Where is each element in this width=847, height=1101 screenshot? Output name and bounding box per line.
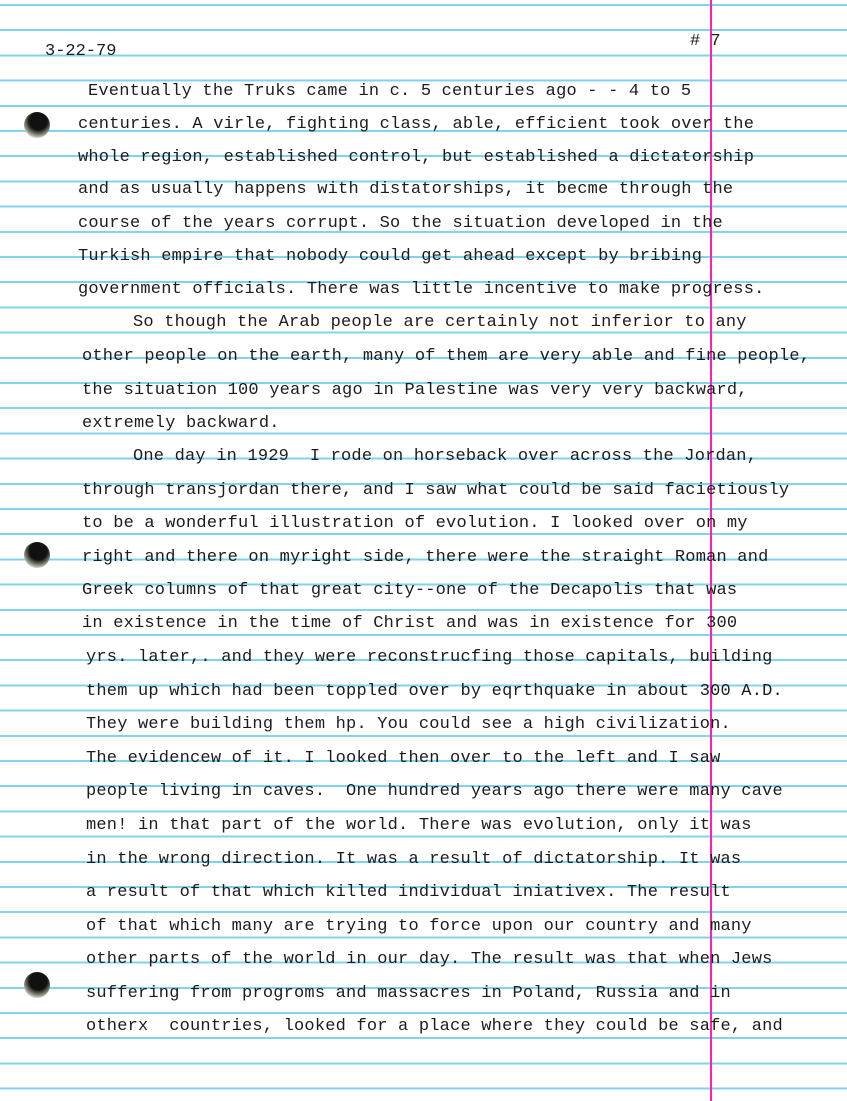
- text-line: a result of that which killed individual iniativex. The result: [86, 883, 731, 902]
- text-line: through transjordan there, and I saw what could be said facietiously: [82, 481, 790, 500]
- text-line: government officials. There was little incentive to make progress.: [78, 280, 765, 299]
- text-line: men! in that part of the world. There was evolution, only it was: [86, 816, 752, 835]
- text-line: They were building them hp. You could see a high civilization.: [86, 715, 731, 734]
- text-line: One day in 1929 I rode on horseback over across the Jordan,: [133, 447, 758, 466]
- text-line: people living in caves. One hundred years ago there were many cave: [86, 782, 783, 801]
- page-number: # 7: [690, 32, 721, 51]
- text-line: yrs. later,. and they were reconstrucfing those capitals, building: [86, 648, 773, 667]
- text-line: of that which many are trying to force upon our country and many: [86, 917, 752, 936]
- date: 3-22-79: [45, 42, 117, 61]
- text-line: course of the years corrupt. So the situation developed in the: [78, 214, 723, 233]
- text-line: whole region, established control, but established a dictatorship: [78, 148, 755, 167]
- text-line: The evidencew of it. I looked then over to the left and I saw: [86, 749, 721, 768]
- punch-hole: [24, 972, 50, 998]
- text-line: centuries. A virle, fighting class, able, efficient took over the: [78, 115, 755, 134]
- text-line: extremely backward.: [82, 414, 280, 433]
- punch-hole: [24, 542, 50, 568]
- text-line: in existence in the time of Christ and was in existence for 300: [82, 614, 738, 633]
- text-line: Eventually the Truks came in c. 5 centuries ago - - 4 to 5: [88, 82, 692, 101]
- text-line: right and there on myright side, there were the straight Roman and: [82, 548, 769, 567]
- text-line: and as usually happens with distatorships, it becme through the: [78, 180, 734, 199]
- text-line: So though the Arab people are certainly not inferior to any: [133, 313, 747, 332]
- text-line: to be a wonderful illustration of evolution. I looked over on my: [82, 514, 748, 533]
- text-line: them up which had been toppled over by eqrthquake in about 300 A.D.: [86, 682, 783, 701]
- text-line: in the wrong direction. It was a result of dictatorship. It was: [86, 850, 742, 869]
- text-line: otherx countries, looked for a place where they could be safe, and: [86, 1017, 783, 1036]
- text-line: suffering from progroms and massacres in Poland, Russia and in: [86, 984, 731, 1003]
- text-line: other people on the earth, many of them are very able and fine people,: [82, 347, 811, 366]
- text-line: Turkish empire that nobody could get ahead except by bribing: [78, 247, 703, 266]
- text-line: the situation 100 years ago in Palestine was very very backward,: [82, 381, 748, 400]
- punch-hole: [24, 112, 50, 138]
- text-line: Greek columns of that great city--one of the Decapolis that was: [82, 581, 738, 600]
- text-line: other parts of the world in our day. The result was that when Jews: [86, 950, 773, 969]
